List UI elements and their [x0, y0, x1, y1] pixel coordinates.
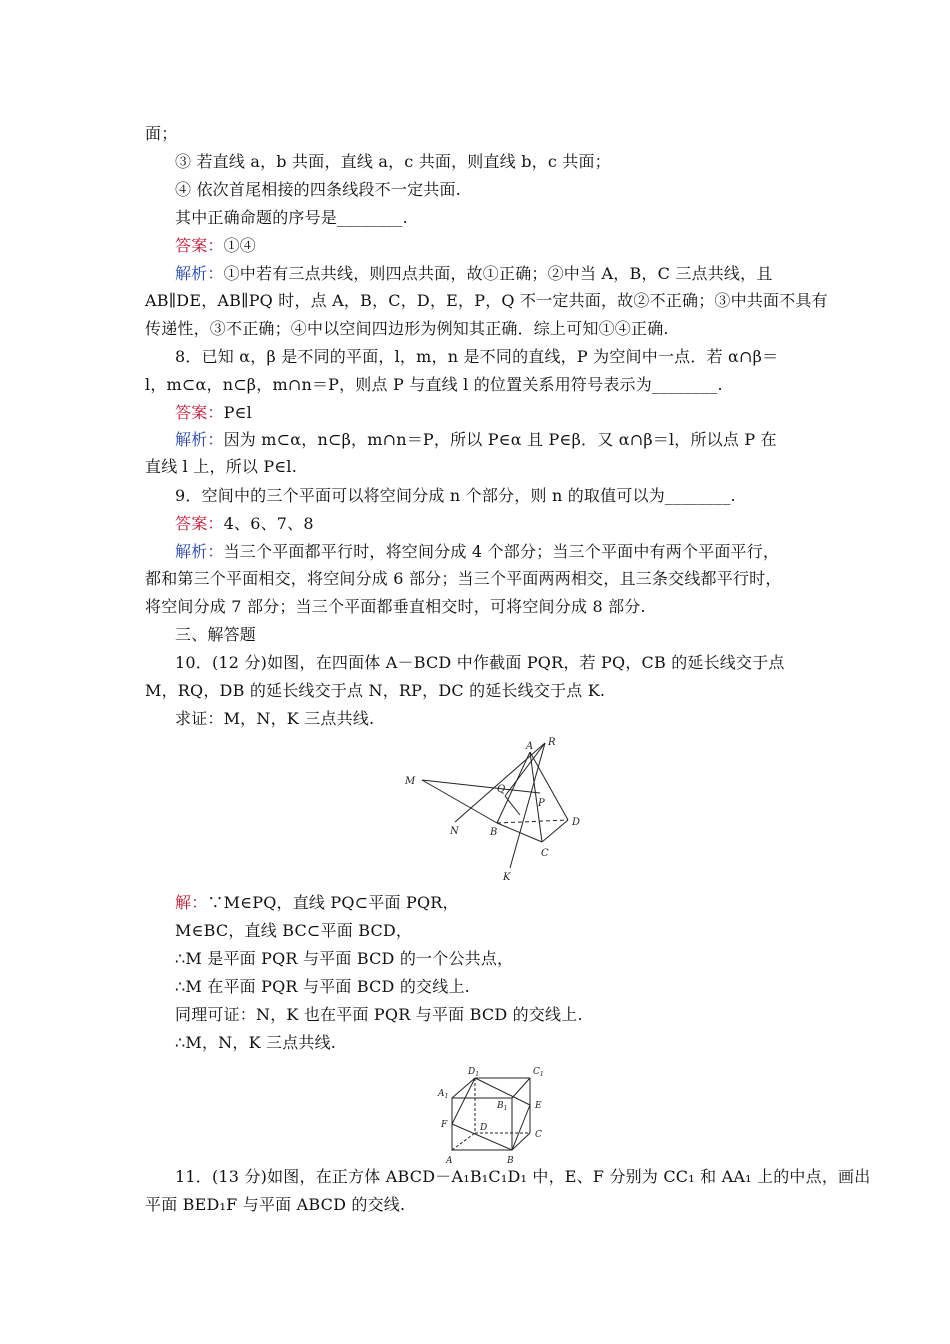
tetrahedron-figure	[395, 735, 595, 885]
cube-figure	[430, 1060, 560, 1170]
label-C: C	[535, 1130, 542, 1140]
text-line: ∴M 在平面 PQR 与平面 BCD 的交线上.	[175, 977, 470, 996]
text-line: M，RQ，DB 的延长线交于点 N，RP，DC 的延长线交于点 K.	[145, 681, 606, 700]
text-line: 将空间分成 7 部分；当三个平面都垂直相交时，可将空间分成 8 部分.	[145, 597, 646, 616]
text-line: ④ 依次首尾相接的四条线段不一定共面.	[175, 180, 461, 199]
label-P: P	[538, 798, 545, 809]
label-D1: $D_1$	[468, 1067, 480, 1078]
label-M: M	[405, 776, 416, 787]
text-line: M∈BC，直线 BC⊂平面 BCD，	[175, 921, 413, 940]
analysis-text: 当三个平面都平行时，将空间分成 4 个部分；当三个平面中有两个平面平行，	[223, 542, 780, 561]
label-K: K	[503, 872, 511, 883]
answer-label: 答案：	[175, 236, 224, 255]
label-N: N	[450, 826, 459, 837]
solution-text: ∵M∈PQ，直线 PQ⊂平面 PQR，	[207, 893, 459, 912]
analysis-text: ①中若有三点共线，则四点共面，故①正确；②中当 A，B，C 三点共线，且	[223, 264, 773, 283]
label-D: D	[572, 817, 581, 828]
label-F: F	[441, 1120, 448, 1130]
analysis-line	[175, 264, 773, 284]
answer-text: ①④	[223, 236, 257, 255]
label-B: B	[490, 827, 498, 838]
text-line: 同理可证：N，K 也在平面 PQR 与平面 BCD 的交线上.	[175, 1005, 583, 1024]
question-11: 11．(13 分)如图，在正方体 ABCD－A₁B₁C₁D₁ 中，E、F 分别为 CC₁ 和 AA₁ 上的中点，画出	[175, 1167, 871, 1186]
label-B: B	[507, 1156, 514, 1166]
section-heading: 三、解答题	[175, 625, 257, 644]
analysis-text: 因为 m⊂α，n⊂β，m∩n＝P，所以 P∈α 且 P∈β．又 α∩β＝l，所以点 P 在	[223, 430, 777, 449]
answer-label: 答案：	[175, 514, 224, 533]
answer-label: 答案：	[175, 403, 224, 422]
answer-line	[175, 403, 252, 423]
analysis-label: 解析：	[175, 430, 224, 449]
label-R: R	[548, 737, 556, 748]
text-line: 其中正确命题的序号是________.	[175, 208, 408, 227]
text-line: 传递性，③不正确；④中以空间四边形为例知其正确．综上可知①④正确.	[145, 319, 669, 338]
label-E: E	[535, 1101, 542, 1111]
label-A1: $A_1$	[438, 1089, 449, 1100]
label-A: A	[446, 1156, 453, 1166]
text-line: 面；	[145, 124, 178, 143]
solution-line	[175, 893, 459, 913]
label-C: C	[541, 848, 549, 859]
text-line: 直线 l 上，所以 P∈l.	[145, 457, 297, 476]
answer-text: P∈l	[223, 403, 252, 422]
analysis-label: 解析：	[175, 542, 224, 561]
text-line: 求证：M，N，K 三点共线.	[175, 709, 375, 728]
analysis-line	[175, 542, 779, 562]
answer-text: 4、6、7、8	[223, 514, 314, 533]
text-line: 平面 BED₁F 与平面 ABCD 的交线.	[145, 1195, 406, 1214]
solution-label: 解：	[175, 893, 208, 912]
text-line: ∴M，N，K 三点共线.	[175, 1033, 337, 1052]
label-Q: Q	[497, 784, 506, 795]
question-9: 9．空间中的三个平面可以将空间分成 n 个部分，则 n 的取值可以为________.	[175, 486, 736, 505]
text-line: AB∥DE，AB∥PQ 时，点 A，B，C，D，E，P，Q 不一定共面，故②不正确；③中共面不具有	[145, 291, 828, 310]
analysis-label: 解析：	[175, 264, 224, 283]
answer-line	[175, 236, 256, 256]
question-10: 10．(12 分)如图，在四面体 A－BCD 中作截面 PQR，若 PQ，CB 的延长线交于点	[175, 653, 785, 672]
text-line: l，m⊂α，n⊂β，m∩n＝P，则点 P 与直线 l 的位置关系用符号表示为________.	[145, 375, 723, 394]
label-B1: $B_1$	[497, 1101, 508, 1112]
label-A: A	[526, 741, 534, 752]
text-line: 都和第三个平面相交，将空间分成 6 部分；当三个平面两两相交，且三条交线都平行时，	[145, 569, 782, 588]
label-D: D	[480, 1123, 488, 1133]
text-line: ∴M 是平面 PQR 与平面 BCD 的一个公共点，	[175, 949, 514, 968]
analysis-line	[175, 430, 777, 450]
label-C1: $C_1$	[533, 1067, 544, 1078]
question-8: 8．已知 α，β 是不同的平面，l，m，n 是不同的直线，P 为空间中一点．若 α∩β＝	[175, 347, 779, 366]
answer-line	[175, 514, 314, 534]
text-line: ③ 若直线 a，b 共面，直线 a，c 共面，则直线 b，c 共面；	[175, 152, 611, 171]
